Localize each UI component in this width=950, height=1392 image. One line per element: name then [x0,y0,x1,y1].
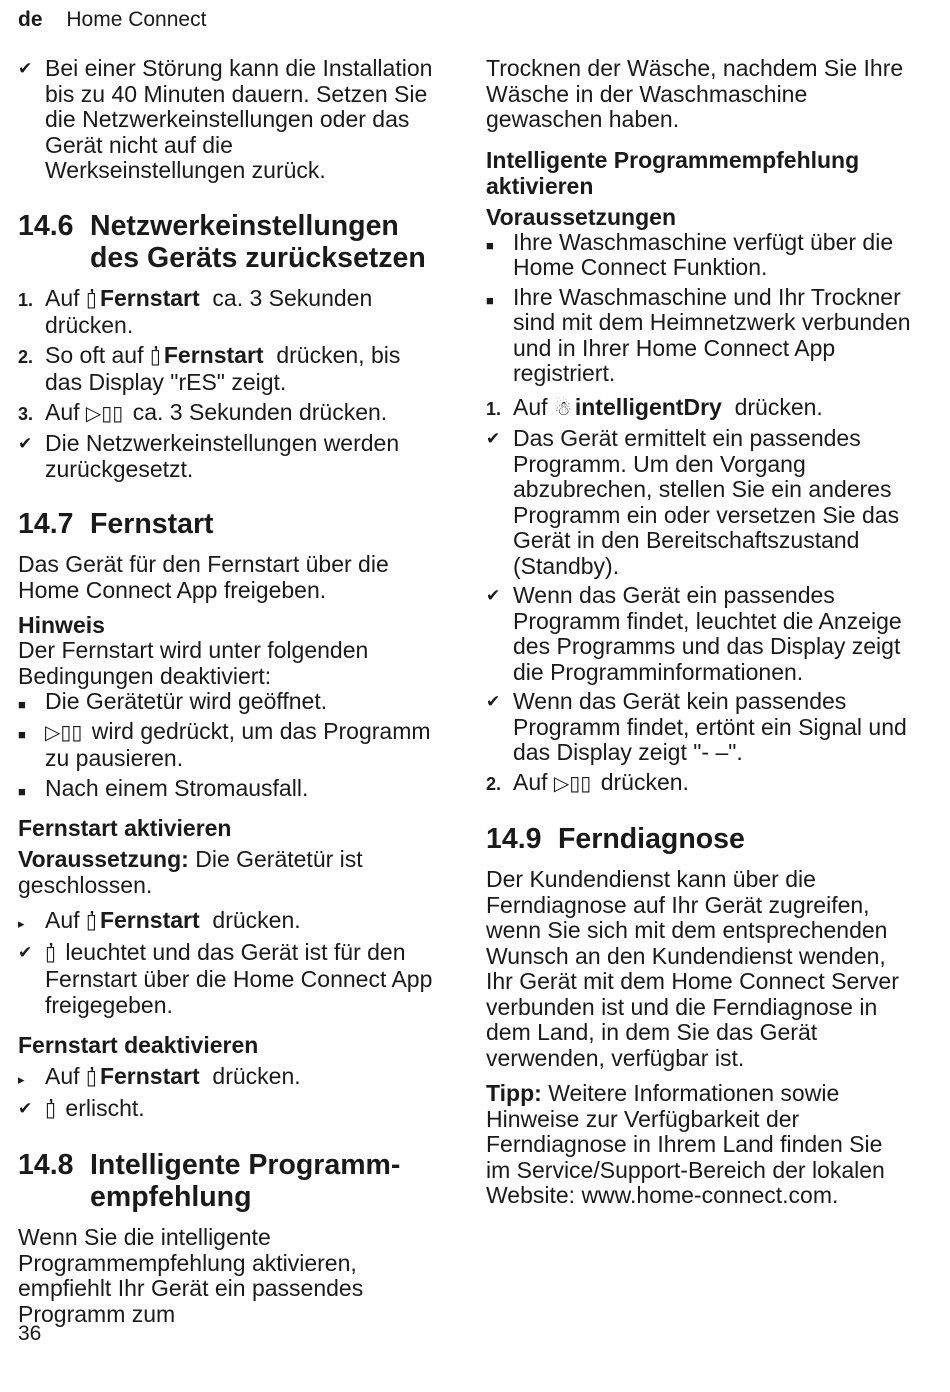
remote-start-icon: ▯̓ [85,911,97,933]
start-pause-icon: ▷▯▯ [85,402,124,425]
remote-start-icon: ▯̓ [85,1067,97,1089]
result-item: ✔ Die Netzwerkeinstellungen werden zurückgesetzt. [18,430,400,482]
prerequisites-title: Voraussetzungen [486,203,676,230]
check-icon: ✔ [18,942,33,962]
result-item: ✔ Wenn das Gerät kein passendes Programm findet, ertönt ein Signal und das Display zeigt "- –". [486,688,907,765]
page-number: 36 [18,1322,42,1345]
list-item: ■ Ihre Waschmaschine und Ihr Trockner sind mit dem Heimnetzwerk verbunden und in Ihrer Home Connect App registriert. [486,283,911,386]
intelligentdry-icon: ☃ [553,397,572,420]
remote-start-icon: ▯̓ [149,345,161,368]
step-item: 2. So oft auf ▯̓ Fernstart drücken, bis das Display "rES" zeigt. [18,341,401,395]
check-icon: ✔ [18,434,33,453]
action-item: ▸ Auf ▯̓ Fernstart drücken. [18,1064,438,1092]
action-triangle: ▸ [18,1072,25,1087]
result-item: ✔ ▯̓ erlischt. [18,1094,145,1121]
continued-text: Trocknen der Wäsche, nachdem Sie Ihre Wäsche in der Waschmaschine gewaschen haben. [486,55,904,132]
section-intro: Das Gerät für den Fernstart über die Home Connect App freigeben. [18,551,389,603]
section-heading-14-7: 14.7 Fernstart [18,508,214,540]
start-pause-icon: ▷▯▯ [45,721,83,744]
section-heading-14-9: 14.9 Ferndiagnose [486,823,745,855]
step-item: 3. Auf ▷▯▯ ca. 3 Sekunden drücken. [18,398,388,425]
subheading-deactivate: Fernstart deaktivieren [18,1032,259,1058]
remote-start-icon: ▯̓ [45,942,57,965]
remote-start-icon: ▯̓ [85,288,97,311]
check-icon: ✔ [486,692,501,711]
check-icon: ✔ [486,586,501,605]
section-intro: Wenn Sie die intelligente Programmempfehlung aktivieren, empfiehlt Ihr Gerät ein passendes Programm zum [18,1224,364,1327]
language-code: de [18,8,43,31]
subheading-activate-recommendation: Intelligente Programmempfehlung aktivieren [486,146,860,199]
step-item: 1. Auf ☃ intelligentDry drücken. [486,393,823,420]
check-icon: ✔ [486,429,501,448]
tip: Tipp: Weitere Informationen sowie Hinweise zur Verfügbarkeit der Ferndiagnose in Ihrem Land finden Sie im Service/Support-Bereich der lokalen Website: www.home-connect.com. [486,1080,885,1208]
bullet-square: ■ [486,237,494,253]
result-item: ✔ Bei einer Störung kann die Installation bis zu 40 Minuten dauern. Setzen Sie die Netzwerkeinstellungen oder das Gerät nicht auf die Werkseinstellungen zurück. [18,55,433,183]
note-text: Der Fernstart wird unter folgenden Bedingungen deaktiviert: [18,637,369,689]
section-heading-14-6: 14.6 Netzwerkeinstellungen des Geräts zurücksetzen [18,209,426,274]
list-item: ■ Die Gerätetür wird geöffnet. [18,689,438,715]
prerequisite: Voraussetzung: Die Gerätetür ist geschlossen. [18,846,363,898]
subheading-activate: Fernstart aktivieren [18,815,232,841]
check-icon: ✔ [18,1098,33,1118]
left-column [18,56,438,1327]
page-header [18,8,206,32]
step-item: 1. Auf ▯̓ Fernstart ca. 3 Sekunden drücken. [18,284,373,338]
section-text: Der Kundendienst kann über die Ferndiagnose auf Ihr Gerät zugreifen, wenn Sie sich mit dem entsprechenden Wunsch an den Kundendienst wenden, Ihr Gerät mit dem Home Connect Server verbunden ist und die Ferndiagnose in dem Land, in dem Sie das Gerät verwenden, verfügbar ist. [486,866,899,1071]
list-item: ■ Nach einem Stromausfall. [18,776,438,802]
bullet-square: ■ [486,292,494,308]
note-title: Hinweis [18,612,105,638]
step-item: 2. Auf ▷▯▯ drücken. [486,768,689,795]
section-heading-14-8: 14.8 Intelligente Programm- empfehlung [18,1149,401,1213]
header-title: Home Connect [66,8,207,31]
list-item: ■ ▷▯▯ wird gedrückt, um das Programm zu pausieren. [18,717,431,771]
bullet-square: ■ [18,697,26,712]
bullet-square: ■ [18,726,26,742]
right-column [486,56,911,1209]
result-item: ✔ Das Gerät ermittelt ein passendes Programm. Um den Vorgang abzubrechen, stellen Sie ein anderes Programm ein oder versetzen Sie das Gerät in den Bereitschaftszustand (Standby). [486,425,900,579]
result-item: ✔ Wenn das Gerät ein passendes Programm findet, leuchtet die Anzeige des Programms und das Display zeigt die Programminformationen. [486,582,902,685]
bullet-square: ■ [18,783,26,799]
action-triangle: ▸ [18,916,25,931]
start-pause-icon: ▷▯▯ [553,772,592,795]
result-item: ✔ ▯̓ leuchtet und das Gerät ist für den Fernstart über die Home Connect App freigegeben. [18,938,433,1018]
check-icon: ✔ [18,59,33,78]
action-item: ▸ Auf ▯̓ Fernstart drücken. [18,908,438,936]
remote-start-icon: ▯̓ [45,1098,57,1121]
list-item: ■ Ihre Waschmaschine verfügt über die Home Connect Funktion. [486,228,894,280]
